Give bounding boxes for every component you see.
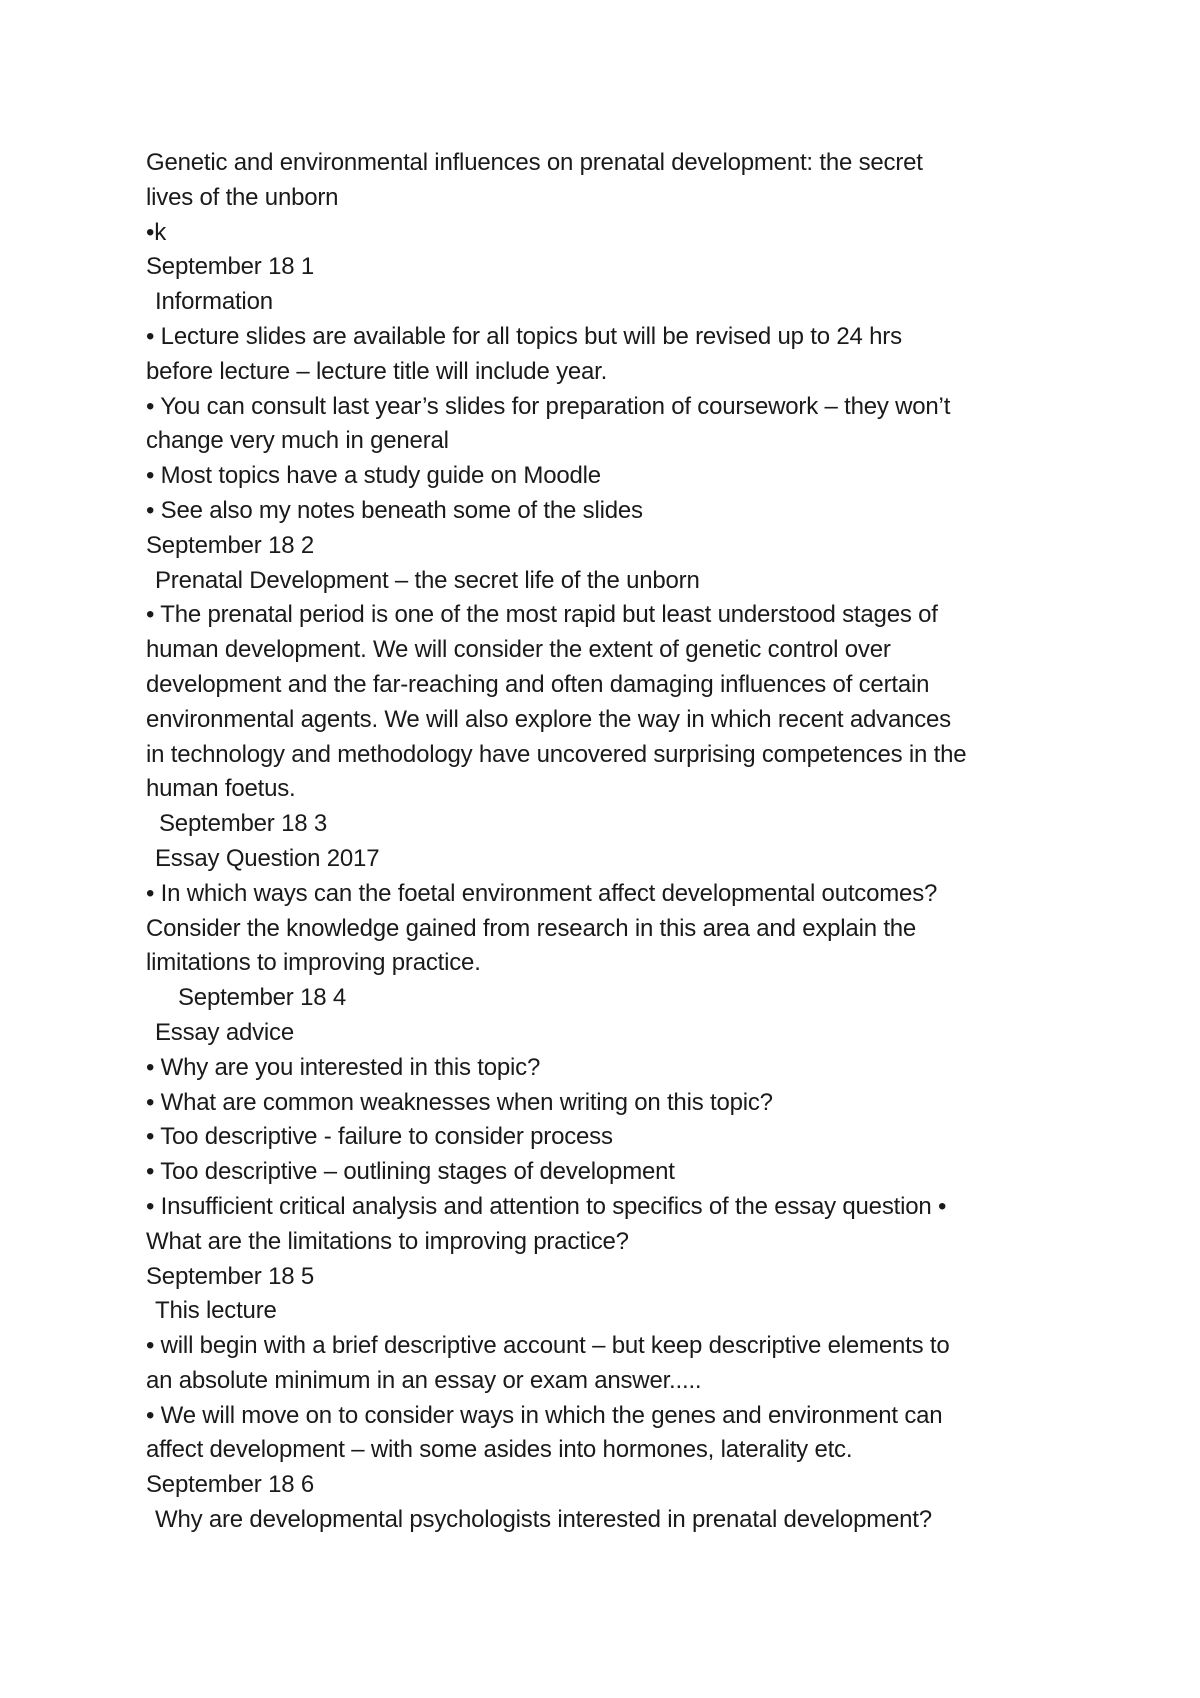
- slide-heading-essay-advice: Essay advice: [155, 1018, 294, 1046]
- slide-date-5: September 18 5: [146, 1262, 314, 1290]
- slide-date-6: September 18 6: [146, 1471, 314, 1499]
- slide-date-1: September 18 1: [146, 253, 314, 281]
- paragraph-line: • Too descriptive - failure to consider process: [146, 1123, 613, 1151]
- slide-heading-prenatal-development: Prenatal Development – the secret life of the unborn: [155, 566, 700, 594]
- paragraph-line: • The prenatal period is one of the most rapid but least understood stages of: [146, 601, 938, 629]
- slide-heading-this-lecture: This lecture: [155, 1297, 277, 1325]
- paragraph-line: limitations to improving practice.: [146, 949, 481, 977]
- paragraph-line: • Lecture slides are available for all topics but will be revised up to 24 hrs: [146, 322, 902, 350]
- paragraph-line: • Why are you interested in this topic?: [146, 1053, 541, 1081]
- slide-date-3: September 18 3: [159, 810, 327, 838]
- paragraph-line: • Too descriptive – outlining stages of development: [146, 1158, 675, 1186]
- paragraph-line: affect development – with some asides into hormones, laterality etc.: [146, 1436, 853, 1464]
- bullet-fragment: •k: [146, 218, 167, 246]
- paragraph-line: development and the far-reaching and often damaging influences of certain: [146, 670, 930, 698]
- paragraph-line: before lecture – lecture title will include year.: [146, 357, 608, 385]
- slide-heading-why-interested: Why are developmental psychologists interested in prenatal development?: [155, 1506, 932, 1534]
- paragraph-line: • See also my notes beneath some of the slides: [146, 496, 643, 524]
- paragraph-line: human development. We will consider the extent of genetic control over: [146, 636, 891, 664]
- paragraph-line: • In which ways can the foetal environment affect developmental outcomes?: [146, 879, 938, 907]
- document-title-line-2: lives of the unborn: [146, 183, 339, 211]
- paragraph-line: • will begin with a brief descriptive account – but keep descriptive elements to: [146, 1332, 950, 1360]
- paragraph-line: • Most topics have a study guide on Moodle: [146, 462, 601, 490]
- paragraph-line: What are the limitations to improving practice?: [146, 1227, 629, 1255]
- document-body: [146, 146, 1066, 1538]
- paragraph-line: human foetus.: [146, 775, 296, 803]
- paragraph-line: environmental agents. We will also explore the way in which recent advances: [146, 705, 951, 733]
- slide-date-4: September 18 4: [178, 984, 346, 1012]
- paragraph-line: in technology and methodology have uncovered surprising competences in the: [146, 740, 967, 768]
- slide-heading-information: Information: [155, 288, 273, 316]
- document-title-line-1: Genetic and environmental influences on prenatal development: the secret: [146, 149, 923, 176]
- slide-heading-essay-question: Essay Question 2017: [155, 844, 380, 872]
- slide-date-2: September 18 2: [146, 531, 314, 559]
- paragraph-line: • Insufficient critical analysis and attention to specifics of the essay question •: [146, 1192, 947, 1220]
- paragraph-line: an absolute minimum in an essay or exam answer.....: [146, 1366, 702, 1394]
- paragraph-line: • What are common weaknesses when writing on this topic?: [146, 1088, 773, 1116]
- paragraph-line: • You can consult last year’s slides for preparation of coursework – they won’t: [146, 392, 951, 420]
- paragraph-line: Consider the knowledge gained from research in this area and explain the: [146, 914, 917, 942]
- paragraph-line: change very much in general: [146, 427, 449, 455]
- paragraph-line: • We will move on to consider ways in which the genes and environment can: [146, 1401, 943, 1429]
